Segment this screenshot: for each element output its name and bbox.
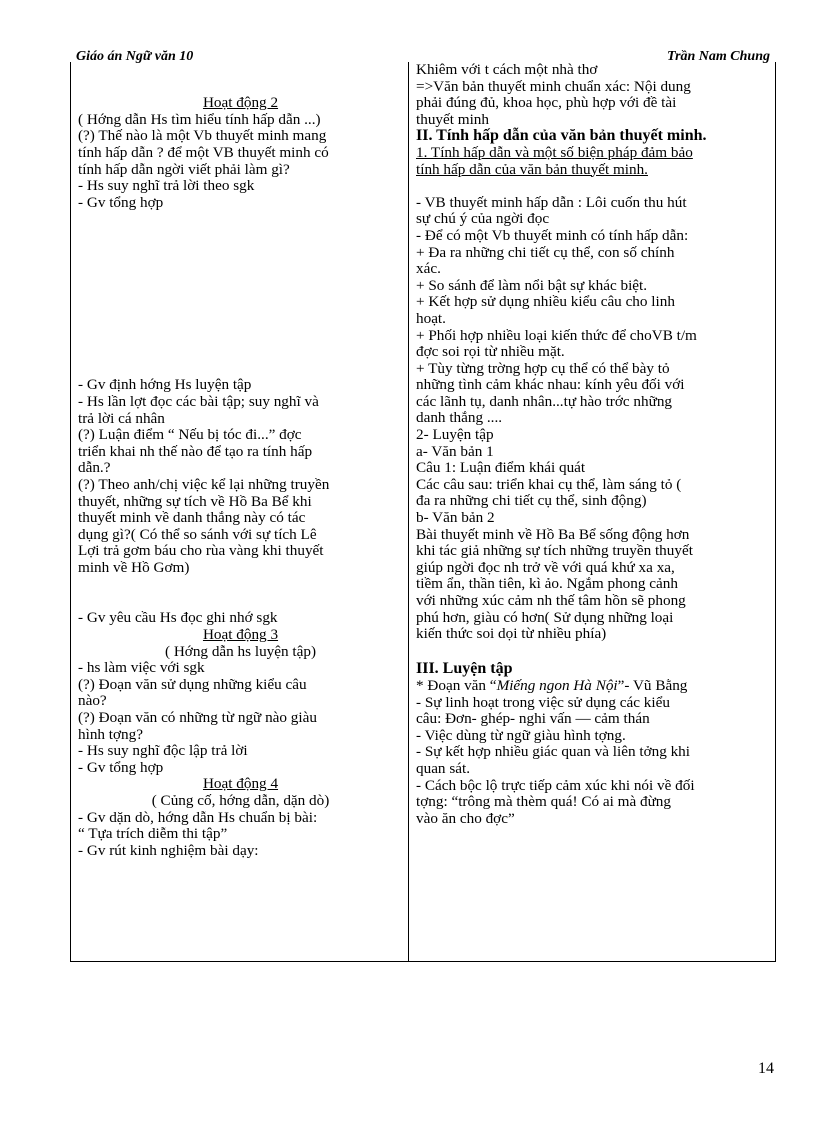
- text-line: (?) Luận điểm “ Nếu bị tóc đi...” đợc: [78, 426, 302, 444]
- table-left-border: [70, 62, 71, 962]
- text-line: tính hấp dẫn ngời viết phải làm gì?: [78, 160, 290, 178]
- text-line: (?) Thế nào là một Vb thuyết minh mang: [78, 127, 327, 145]
- text-line: ( Hớng dẫn hs luyện tập): [164, 642, 316, 660]
- text-line: - Để có một Vb thuyết minh có tính hấp dẫn:: [416, 226, 689, 244]
- text-line: - Hs suy nghĩ độc lập trả lời: [78, 742, 248, 760]
- left-column: [78, 62, 403, 859]
- text-line: - Gv tổng hợp: [78, 758, 164, 776]
- table-right-border: [775, 62, 776, 962]
- text-line: =>Văn bản thuyết minh chuẩn xác: Nội dung: [416, 77, 691, 95]
- text-line: phú hơn, giàu có hơn( Sử dụng những loại: [416, 608, 674, 626]
- text-line: thuyết minh: [416, 110, 489, 128]
- lesson-table: [70, 62, 776, 962]
- text-line: nào?: [78, 692, 107, 710]
- text-line: [78, 62, 403, 79]
- text-line: thuyết, những sự tích về Hồ Ba Bể khi: [78, 492, 312, 510]
- text-line: kiến thức soi dọi từ nhiều phía): [416, 625, 607, 643]
- text-line: trả lời cá nhân: [78, 409, 165, 427]
- page-number: 14: [758, 1060, 774, 1077]
- text-line: Lợi trả gơm báu cho rùa vàng khi thuyết: [78, 542, 324, 560]
- text-line: danh thắng ....: [416, 409, 503, 427]
- text-line: a- Văn bản 1: [416, 442, 494, 460]
- table-bottom-border: [70, 961, 776, 962]
- text-line: phải đúng đủ, khoa học, phù hợp với đề tài: [416, 94, 677, 112]
- text-line: (?) Đoạn văn sử dụng những kiểu câu: [78, 675, 307, 693]
- text-line: + Tùy từng trờng hợp cụ thể có thể bày tỏ: [416, 359, 670, 377]
- text-line: b- Văn bản 2: [416, 509, 495, 527]
- section-2-heading: II. Tính hấp dẫn của văn bản thuyết minh.: [416, 127, 707, 145]
- text-line: ( Hớng dẫn Hs tìm hiểu tính hấp dẫn ...): [78, 110, 321, 128]
- text-line: đa ra những chi tiết cụ thể, sinh động): [416, 492, 647, 510]
- text-line: tiềm ẩn, thần tiên, kì ảo. Ngắm phong cảnh: [416, 575, 678, 593]
- text-line: 2- Luyện tập: [416, 426, 494, 444]
- section-3-heading: III. Luyện tập: [416, 660, 513, 678]
- activity-3-heading: Hoạt động 3: [202, 626, 279, 644]
- text-line: triển khai nh thế nào để tạo ra tính hấp: [78, 442, 313, 460]
- text-line: + Phối hợp nhiều loại kiến thức để choVB t/m: [416, 326, 697, 344]
- text-line: giúp ngời đọc nh trở về với quá khứ xa xa,: [416, 558, 675, 576]
- text-line: tợng: “trông mà thèm quá! Có ai mà đừng: [416, 793, 671, 811]
- text-line: - Gv yêu cầu Hs đọc ghi nhớ sgk: [78, 609, 278, 627]
- text-line: - Cách bộc lộ trực tiếp cảm xúc khi nói về đối: [416, 776, 695, 794]
- text-line: với những xúc cảm nh thế tâm hồn sẽ phong: [416, 592, 686, 609]
- text-line: hình tợng?: [78, 725, 143, 743]
- text-line: - Hs suy nghĩ trả lời theo sgk: [78, 177, 255, 195]
- text-line: Các câu sau: triển khai cụ thể, làm sáng tỏ (: [416, 475, 682, 493]
- text-line: khi tác giả những sự tích những truyền thuyết: [416, 542, 693, 560]
- text-line: - Gv dặn dò, hớng dẫn Hs chuẩn bị bài:: [78, 808, 318, 826]
- text-line: + Kết hợp sử dụng nhiều kiểu câu cho linh: [416, 293, 675, 311]
- excerpt-title: Miếng ngon Hà Nội: [496, 676, 618, 694]
- text-line: (?) Đoạn văn có những từ ngữ nào giàu: [78, 709, 317, 727]
- text-line: tính hấp dẫn ? để một VB thuyết minh có: [78, 143, 329, 161]
- text-line: - Sự kết hợp nhiều giác quan và liên tởng khi: [416, 743, 690, 761]
- text-line: + So sánh để làm nổi bật sự khác biệt.: [416, 276, 648, 294]
- text-line: các lãnh tụ, danh nhân...tự hào trớc những: [416, 392, 673, 410]
- text-line: xác.: [416, 260, 441, 278]
- text-line: - Hs lần lợt đọc các bài tập; suy nghĩ và: [78, 392, 319, 410]
- text-line: + Đa ra những chi tiết cụ thể, con số chính: [416, 243, 675, 261]
- text-line: hoạt.: [416, 309, 446, 327]
- activity-4-heading: Hoạt động 4: [202, 775, 279, 793]
- text-line: Câu 1: Luận điểm khái quát: [416, 459, 586, 477]
- text-line: ( Củng cố, hớng dẫn, dặn dò): [151, 792, 330, 809]
- text-line: - Sự linh hoạt trong việc sử dụng các kiểu: [416, 693, 670, 711]
- text-line: - hs làm việc với sgk: [78, 659, 205, 677]
- subsection-1-heading-cont: tính hấp dẫn của văn bản thuyết minh.: [416, 160, 648, 178]
- activity-2-heading: Hoạt động 2: [202, 94, 279, 112]
- subsection-1-heading: 1. Tính hấp dẫn và một số biện pháp đảm bảo: [416, 143, 693, 161]
- text-line: đợc soi rọi từ nhiều mặt.: [416, 343, 565, 361]
- header-right: Trần Nam Chung: [667, 49, 770, 64]
- text-line: (?) Theo anh/chị việc kể lại những truyền: [78, 475, 330, 493]
- text-line: thuyết minh về danh thắng này có tác: [78, 509, 306, 527]
- text-line: dụng gì?( Có thể so sánh với sự tích Lê: [78, 525, 317, 543]
- text-line: quan sát.: [416, 759, 470, 777]
- text-span: * Đoạn văn “: [416, 676, 497, 694]
- text-line: [78, 79, 403, 96]
- text-line: Khiêm với t cách một nhà thơ: [416, 61, 598, 78]
- right-column: [416, 62, 770, 827]
- text-line: dẫn.?: [78, 459, 111, 477]
- text-line: minh về Hồ Gơm): [78, 558, 190, 576]
- text-line: - Gv định hớng Hs luyện tập: [78, 376, 252, 394]
- text-line: - Gv rút kinh nghiệm bài dạy:: [78, 841, 259, 859]
- header-left: Giáo án Ngữ văn 10: [76, 49, 194, 64]
- text-line: câu: Đơn- ghép- nghi vấn — cảm thán: [416, 710, 650, 728]
- text-line: sự chú ý của ngời đọc: [416, 210, 550, 228]
- text-line: vào ăn cho đợc”: [416, 809, 515, 827]
- text-line: - Gv tổng hợp: [78, 193, 164, 211]
- text-line: [416, 678, 770, 695]
- text-line: những tình cảm khác nhau: kính yêu đối với: [416, 376, 685, 394]
- text-line: Bài thuyết minh về Hồ Ba Bể sống động hơn: [416, 525, 690, 543]
- text-line: - VB thuyết minh hấp dẫn : Lôi cuốn thu hút: [416, 193, 687, 211]
- text-line: - Việc dùng từ ngữ giàu hình tợng.: [416, 726, 626, 744]
- text-line: “ Tựa trích diễm thi tập”: [78, 825, 228, 843]
- table-middle-border: [408, 62, 409, 962]
- text-span: ”- Vũ Bằng: [617, 676, 688, 694]
